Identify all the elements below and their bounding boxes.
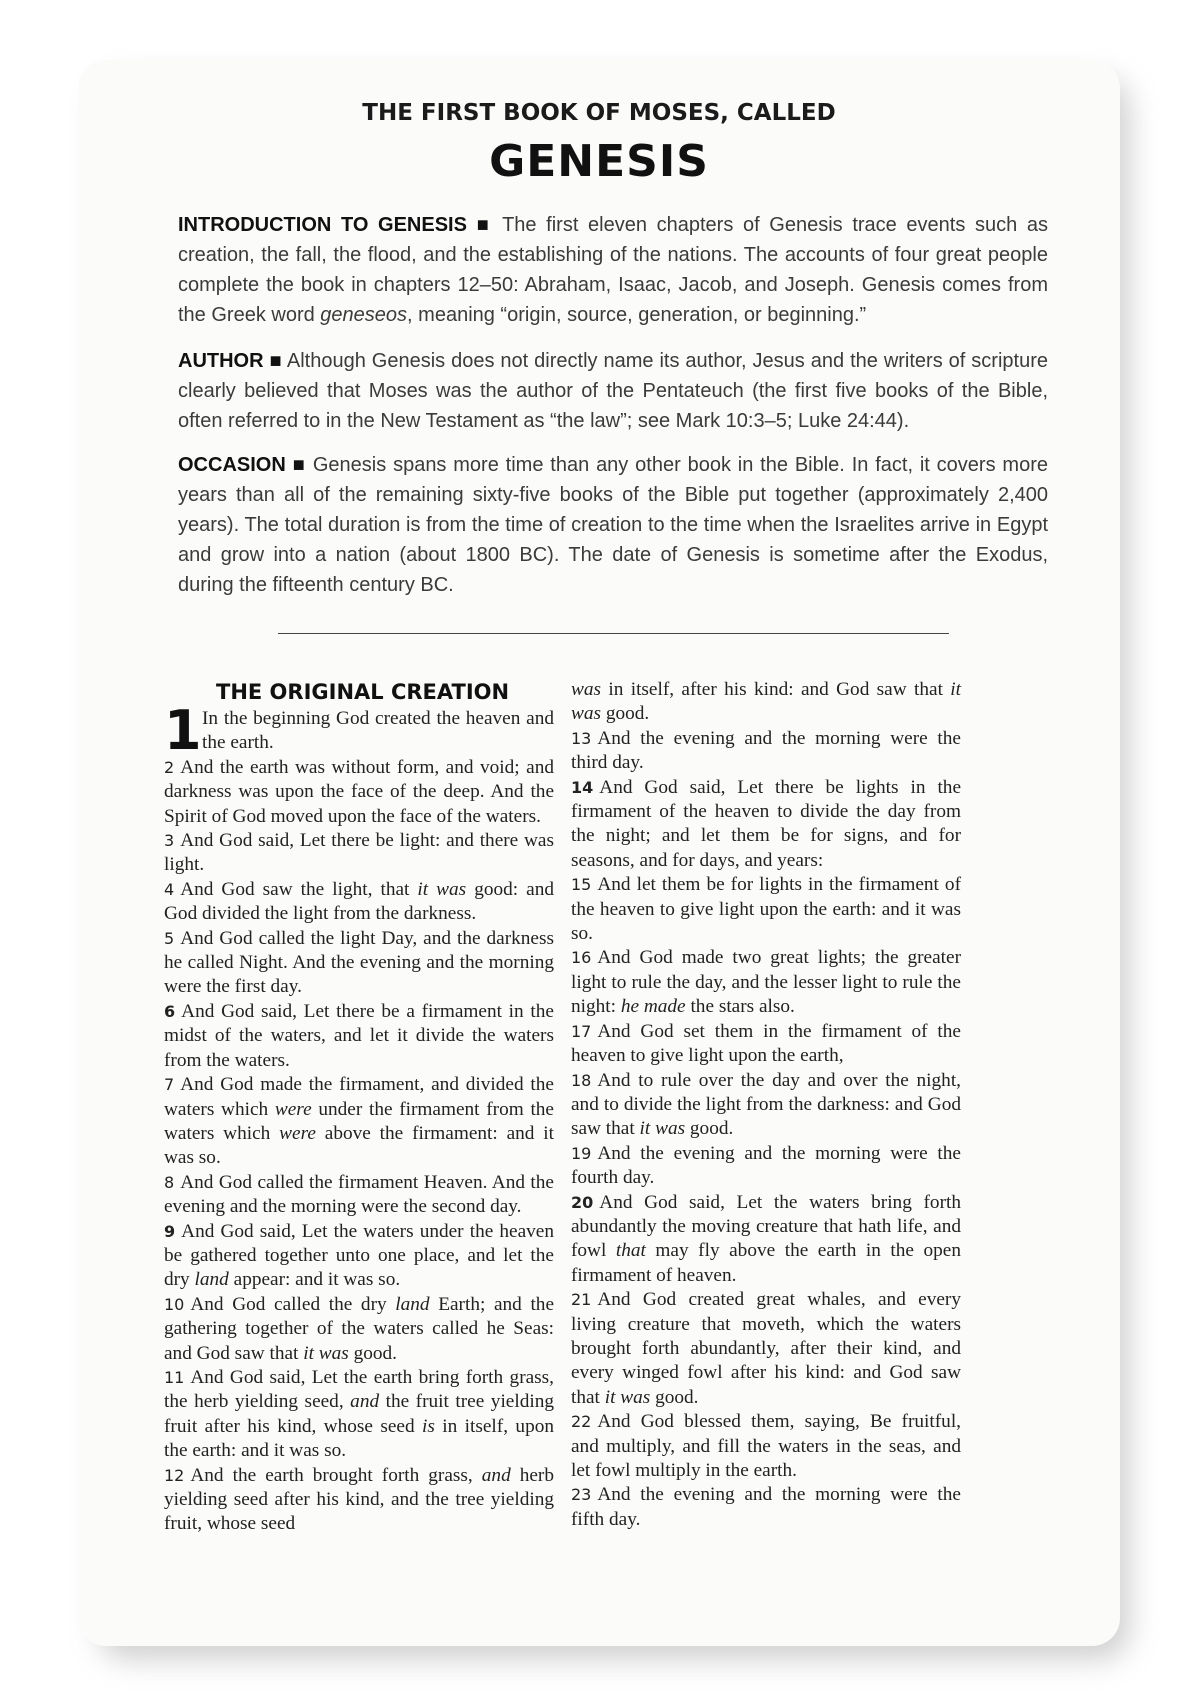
intro-emphasis: geneseos [320,304,408,326]
verse-1 [164,699,554,762]
verse-text: good. [601,703,650,725]
verse-4 [164,878,554,927]
verse-6 [164,1000,554,1073]
verse-text: And God blessed them, saying, Be fruitful, and multiply, and fill the waters in the seas, and let fowl multiply in the earth. [571,1411,961,1481]
occasion-text: Genesis spans more time than any other book in the Bible. In fact, it covers more years than all of the remaining sixty-five books of the Bible put together (approximately 2,400 years). The total duration is from the time of creation to the time when the Israelites arrive in Egypt and grow into a nation (about 1800 BC). The date of Genesis is sometime after the Exodus, during the fifteenth century BC. [178,454,1048,596]
verse-text: And let them be for lights in the firmament of the heaven to give light upon the earth: and it was so. [571,874,961,945]
intro-heading: INTRODUCTION TO GENESIS [178,214,467,236]
verse-text: And God said, Let the waters bring forth abundantly the moving creature that hath life, and fowl [571,1191,961,1262]
verse-text: good. [685,1118,734,1140]
verse-number: 7 [164,1075,175,1095]
verse-number: 20 [571,1192,594,1212]
verse-italic: and [481,1464,511,1486]
section-title: THE ORIGINAL CREATION [216,680,510,704]
verse-14 [571,776,961,874]
verse-number: 22 [571,1412,592,1432]
verse-text: appear: and it was so. [228,1269,401,1291]
verse-text: good. [650,1386,699,1408]
verse-text: herb yielding seed after his kind, and the tree yielding fruit, whose seed [164,1464,554,1535]
verse-text: And to rule over the day and over the night, and to divide the light from the darkness: and God saw that [571,1069,961,1140]
verse-5 [164,927,554,1000]
verse-number: 16 [571,948,592,968]
scripture-column-left [164,678,554,1537]
verse-number: 13 [571,728,592,748]
verse-italic: was [571,679,602,700]
verse-text: And God made two great lights; the greater light to rule the day, and the lesser light to rule the night: [571,947,961,1018]
verse-number: 3 [164,831,175,851]
verse-9 [164,1220,554,1293]
verse-text: the stars also. [685,996,795,1018]
verse-18 [571,1069,961,1142]
verse-22 [571,1410,961,1483]
verse-text: And God called the dry [190,1293,396,1315]
verse-text: And God said, Let there be lights in the firmament of the heaven to divide the day from the night; and let them be for signs, and for seasons, and for days, and years: [571,776,961,871]
verse-21 [571,1288,961,1410]
verse-italic: he made [620,996,686,1018]
verse-number: 10 [164,1294,185,1314]
verse-text: And the evening and the morning were the fifth day. [571,1484,961,1530]
verse-italic: that [615,1240,646,1262]
intro-text: The first eleven chapters of Genesis trace events such as creation, the fall, the flood, and the establishing of the nations. The accounts of four great people complete the book in chapters 12–50: Abraham, Isaac, Jacob, and Joseph. Genesis comes from the Greek word [178,214,1049,326]
verse-16 [571,946,961,1019]
verse-2 [164,756,554,829]
book-kicker: THE FIRST BOOK OF MOSES, CALLED [362,100,836,126]
section-divider [278,633,949,634]
verse-text: may fly above the earth in the open firmament of heaven. [571,1240,961,1286]
verse-text: good: and God divided the light from the darkness. [164,878,554,925]
intro-section [178,210,1048,330]
verse-8 [164,1171,554,1220]
chapter-number: 1 [164,699,202,762]
verse-text: And God said, Let the waters under the heaven be gathered together unto one place, and let the dry [164,1220,554,1291]
verse-number: 19 [571,1143,592,1163]
verse-number: 11 [164,1367,185,1387]
verse-text: And God saw the light, that [180,878,418,900]
verse-11 [164,1366,554,1464]
square-bullet-icon: ■ [476,214,493,236]
verse-number: 21 [571,1290,592,1310]
occasion-section [178,450,1048,600]
verse-text: And the evening and the morning were the third day. [571,727,961,774]
verse-12 [164,1464,554,1537]
verse-19 [571,1142,961,1191]
verse-number: 9 [164,1221,176,1241]
verse-text: And God said, Let the earth bring forth grass, the herb yielding seed, [164,1366,554,1413]
verse-15 [571,873,961,946]
verse-10 [164,1293,554,1366]
verse-italic: it was [639,1118,686,1140]
author-heading: AUTHOR [178,350,264,372]
scripture-column-right [571,678,961,1532]
verse-17 [571,1020,961,1069]
verse-text: the fruit tree yielding fruit after his kind, whose seed [164,1391,555,1437]
verse-italic: and [350,1391,380,1413]
author-section [178,346,1048,436]
verse-text: And the earth was without form, and void; and darkness was upon the face of the deep. And the Spirit of God moved upon the face of the waters. [164,756,554,827]
verse-number: 8 [164,1172,175,1192]
verse-text: And the earth brought forth grass, [190,1464,482,1486]
verse-13 [571,727,961,776]
verse-text: above the firmament: and it was so. [164,1122,554,1169]
verse-23 [571,1483,961,1532]
verse-italic: land [194,1269,229,1291]
verse-italic: land [395,1293,430,1315]
verse-text: good. [348,1342,397,1364]
verse-number: 2 [164,757,175,777]
verse-number: 14 [571,777,594,797]
verse-text: under the firmament from the waters which [164,1098,554,1144]
verse-number: 4 [164,879,175,899]
verse-20 [571,1191,961,1289]
verse-12-continued [571,678,961,727]
verse-text: And the evening and the morning were the fourth day. [571,1142,961,1189]
square-bullet-icon: ■ [292,454,307,476]
verse-text: in itself, after his kind: and God saw that [601,679,951,700]
verse-text: And God created great whales, and every living creature that moveth, which the waters brought forth abundantly, after their kind, and every winged fowl after his kind: and God saw that [571,1289,961,1408]
square-bullet-icon: ■ [269,350,282,372]
verse-text: Earth; and the gathering together of the waters called he Seas: and God saw that [164,1293,554,1364]
verse-italic: is [422,1415,435,1437]
verse-number: 12 [164,1465,185,1485]
verse-text: And God said, Let there be light: and there was light. [164,830,554,876]
verse-number: 23 [571,1485,592,1505]
verse-text: And God called the light Day, and the darkness he called Night. And the evening and the morning were the first day. [164,927,554,998]
verse-italic: it was [417,878,467,900]
verse-number: 17 [571,1021,592,1041]
verse-italic: were [274,1098,312,1120]
author-text: Although Genesis does not directly name its author, Jesus and the writers of scripture clearly believed that Moses was the author of the Pentateuch (the first five books of the Bible, often referred to in the New Testament as “the law”; see Mark 10:3–5; Luke 24:44). [178,350,1048,432]
verse-text: in itself, upon the earth: and it was so. [164,1415,554,1462]
bible-page [78,60,1120,1646]
verse-text: In the beginning God created the heaven and the earth. [202,708,554,754]
verse-number: 5 [164,928,175,948]
verse-3 [164,829,554,878]
verse-italic: were [279,1122,316,1144]
verse-text: And God set them in the firmament of the heaven to give light upon the earth, [571,1020,961,1067]
verse-text: And God made the firmament, and divided the waters which [164,1074,554,1120]
verse-text: And God called the firmament Heaven. And the evening and the morning were the second day. [164,1171,554,1218]
verse-number: 18 [571,1070,592,1090]
verse-italic: it was [604,1386,651,1408]
verse-text: And God said, Let there be a firmament in the midst of the waters, and let it divide the waters from the waters. [164,1000,554,1071]
verse-italic: it was [571,679,961,725]
verse-number: 15 [571,875,592,895]
verse-number: 6 [164,1001,176,1021]
verse-italic: it was [303,1342,349,1364]
intro-text-after: , meaning “origin, source, generation, or beginning.” [407,304,867,326]
book-title: GENESIS [489,136,709,187]
verse-7 [164,1073,554,1171]
occasion-heading: OCCASION [178,454,286,476]
